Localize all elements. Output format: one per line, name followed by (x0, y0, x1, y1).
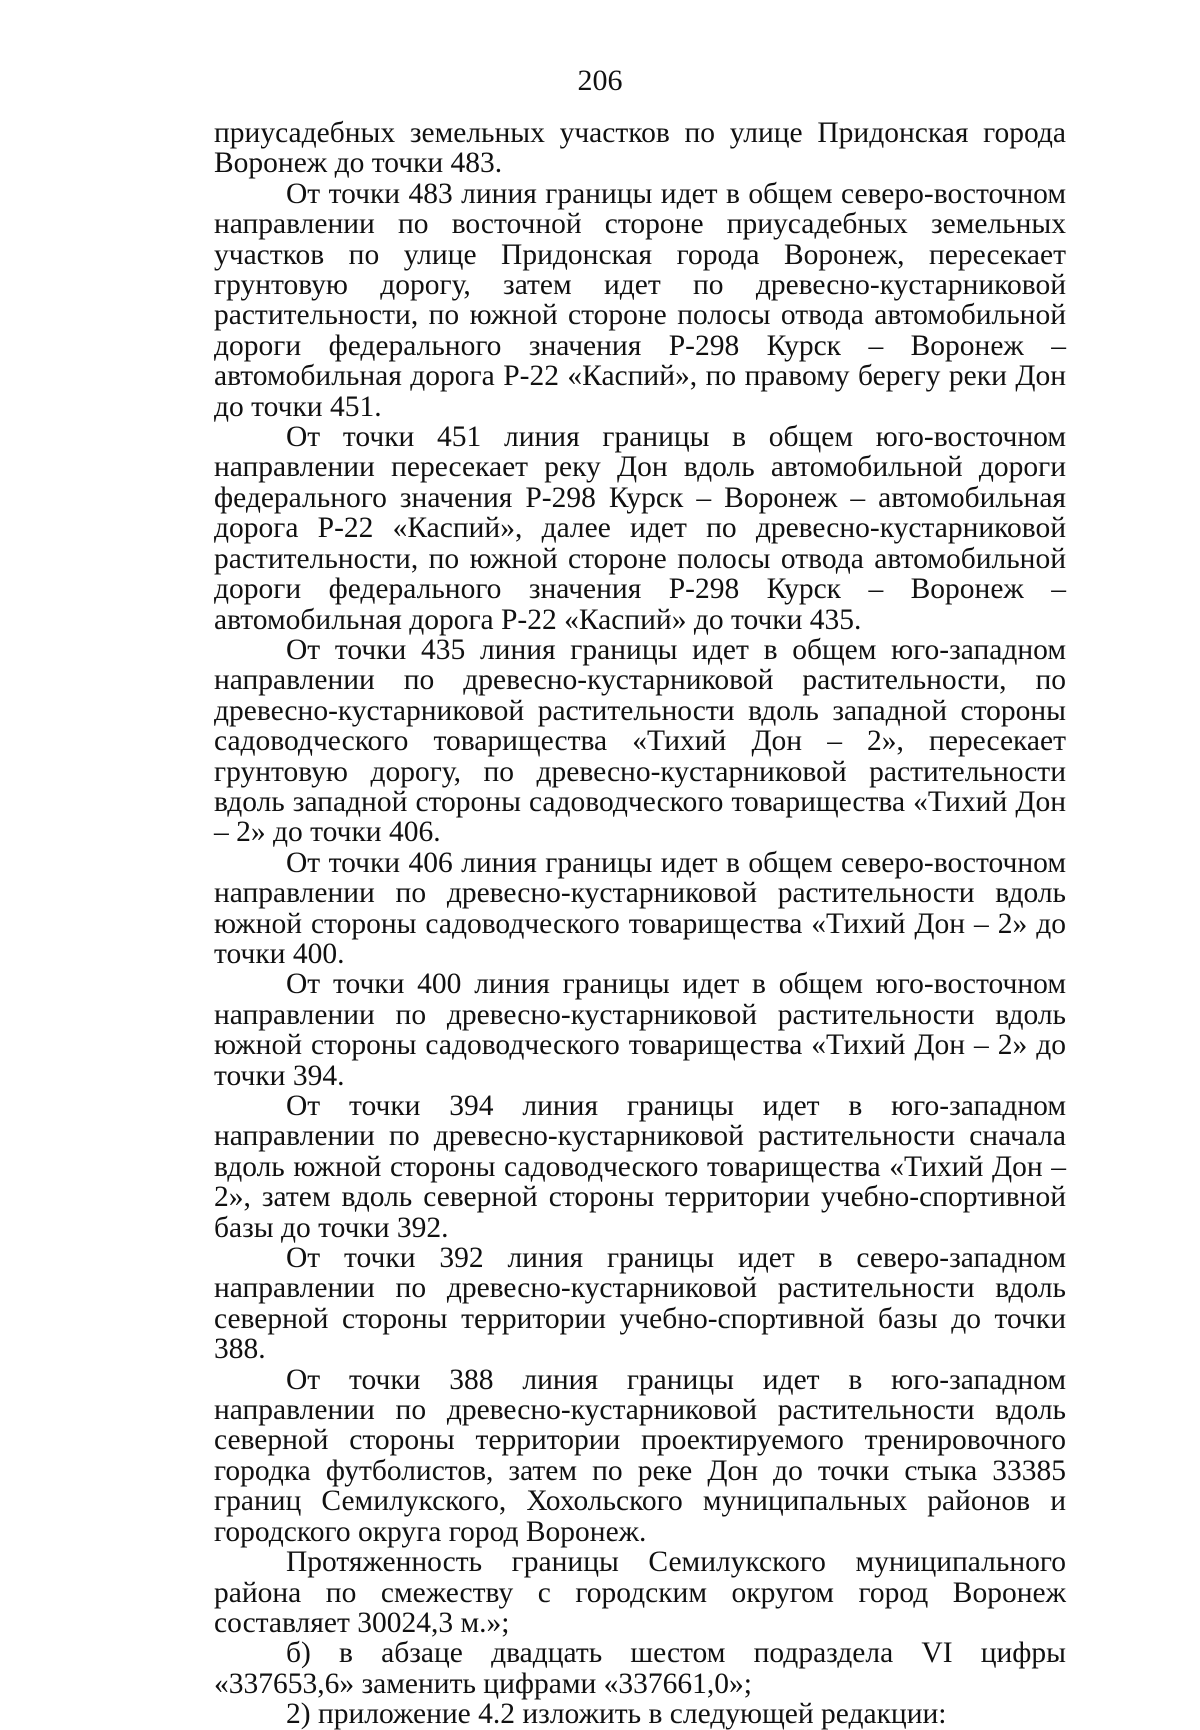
document-body (214, 118, 1066, 1730)
paragraph: От точки 406 линия границы идет в общем северо-восточном направлении по древесно-кустарниковой растительности вдоль южной стороны садоводческого товарищества «Тихий Дон – 2» до точки 400. (214, 846, 1066, 970)
paragraph: От точки 435 линия границы идет в общем юго-западном направлении по древесно-кустарниковой растительности, по древесно-кустарниковой растительности вдоль западной стороны садоводческого товарищества «Тихий Дон – 2», пересекает грунтовую дорогу, по древесно-кустарниковой растительности вдоль западной стороны садоводческого товарищества «Тихий Дон – 2» до точки 406. (214, 633, 1066, 849)
paragraph: От точки 483 линия границы идет в общем северо-восточном направлении по восточной стороне приусадебных земельных участков по улице Придонская города Воронеж, пересекает грунтовую дорогу, затем идет по древесно-кустарниковой растительности, по южной стороне полосы отвода автомобильной дороги федерального значения Р-298 Курск – Воронеж – автомобильная дорога Р-22 «Каспий», по правому берегу реки Дон до точки 451. (214, 177, 1066, 423)
paragraph: От точки 451 линия границы в общем юго-восточном направлении пересекает реку Дон вдоль автомобильной дороги федерального значения Р-298 Курск – Воронеж – автомобильная дорога Р-22 «Каспий», далее идет по древесно-кустарниковой растительности, по южной стороне полосы отвода автомобильной дороги федерального значения Р-298 Курск – Воронеж – автомобильная дорога Р-22 «Каспий» до точки 435. (214, 421, 1066, 636)
paragraph: От точки 388 линия границы идет в юго-западном направлении по древесно-кустарниковой растительности вдоль северной стороны территории проектируемого тренировочного городка футболистов, затем по реке Дон до точки стыка 33385 границ Семилукского, Хохольского муниципальных районов и городского округа город Воронеж. (214, 1363, 1066, 1548)
paragraph: От точки 400 линия границы идет в общем юго-восточном направлении по древесно-кустарниковой растительности вдоль южной стороны садоводческого товарищества «Тихий Дон – 2» до точки 394. (214, 968, 1066, 1092)
paragraph-continuation: приусадебных земельных участков по улице Придонская города Воронеж до точки 483. (214, 117, 1066, 180)
paragraph: От точки 392 линия границы идет в северо-западном направлении по древесно-кустарниковой растительности вдоль северной стороны территории учебно-спортивной базы до точки 388. (214, 1242, 1066, 1366)
paragraph: Протяженность границы Семилукского муниципального района по смежеству с городским округом город Воронеж составляет 30024,3 м.»; (214, 1546, 1066, 1639)
paragraph: 2) приложение 4.2 изложить в следующей редакции: (286, 1698, 947, 1730)
page-number: 206 (577, 64, 623, 97)
paragraph: б) в абзаце двадцать шестом подраздела VI цифры «337653,6» заменить цифрами «337661,0»; (214, 1637, 1066, 1700)
paragraph: От точки 394 линия границы идет в юго-западном направлении по древесно-кустарниковой растительности сначала вдоль южной стороны садоводческого товарищества «Тихий Дон – 2», затем вдоль северной стороны территории учебно-спортивной базы до точки 392. (214, 1090, 1066, 1244)
